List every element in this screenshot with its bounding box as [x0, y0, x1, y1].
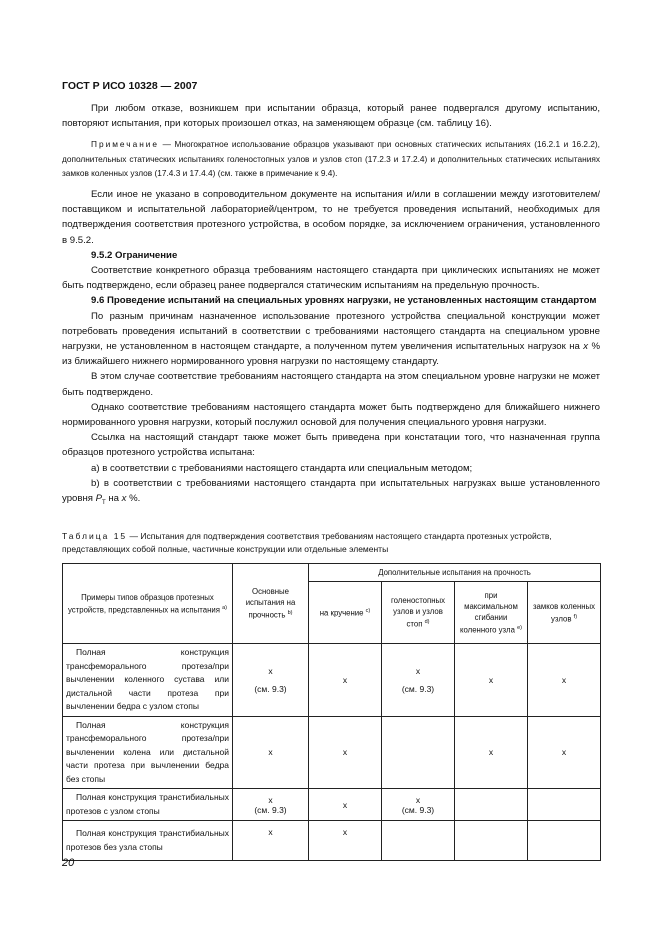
paragraph: Соответствие конкретного образца требованиям настоящего стандарта при циклических испытаниях не может быть подтверждено, если образец ранее подвергался статическим испытаниям на предельную прочность.: [62, 264, 600, 292]
cell: [382, 789, 455, 821]
header-sample-types: [63, 564, 233, 644]
cell: [455, 789, 528, 821]
cell: [455, 821, 528, 861]
cell: x: [309, 644, 382, 717]
header-knee-locks: [528, 582, 601, 644]
cell: [382, 644, 455, 717]
table-15: [62, 563, 601, 861]
paragraph: При любом отказе, возникшем при испытании образца, который ранее подвергался другому испытанию, повторяют испытания, при которых произошел отказ, на заменяющем образце (см. таблицу 16).: [62, 103, 600, 130]
body-text: [62, 101, 600, 511]
row-label: Полная конструкция транстибиальных протезов с узлом стопы: [63, 789, 233, 821]
cell: x: [528, 644, 601, 717]
cell: [382, 716, 455, 789]
paragraph: В этом случае соответствие требованиям настоящего стандарта на этом специальном уровне нагрузки не может быть подтверждено.: [62, 371, 600, 398]
text-span: %.: [126, 492, 141, 504]
row-label: Полная конструкция транстибиальных протезов без узла стопы: [63, 821, 233, 861]
header-text: замков коленных узлов: [532, 601, 596, 624]
paragraph: Если иное не указано в сопроводительном документе на испытания и/или в соглашении между изготовителем/поставщиком и испытательной лабораторией/центром, то не требуется проведения испытаний, необходимых для подтверждения соответствия протезного устройства, в особом порядке, за исключением ограничения, установленного в 9.5.2.: [62, 188, 600, 246]
cell: [528, 789, 601, 821]
cell: x: [233, 716, 309, 789]
variable: x: [121, 492, 127, 504]
cell: [233, 789, 309, 821]
header-max-flexion: [455, 582, 528, 644]
text-span: b) в соответствии с требованиями настоящего стандарта при испытательных нагрузках выше установленного уровня: [62, 477, 600, 504]
footnote-mark: f): [573, 613, 578, 620]
cell: [528, 821, 601, 861]
footnote-mark: d): [424, 619, 430, 626]
paragraph: [62, 309, 600, 370]
paragraph: Однако соответствие требованиям настоящего стандарта может быть подтверждено для ближайшего нижнего нормированного уровня нагрузки, который послужил основой для получения специального уровня нагрузки.: [62, 401, 600, 428]
note: [62, 137, 600, 181]
header-ankle-foot: [382, 582, 455, 644]
list-item-b: [62, 476, 600, 511]
text-span: % из ближайшего нижнего нормированного уровня нагрузки по настоящему стандарту.: [62, 340, 600, 368]
paragraph: Ссылка на настоящий стандарт также может быть приведена при констатации того, что назначенная группа образцов протезного устройства испытана:: [62, 432, 600, 459]
table-row: [63, 821, 601, 861]
note-label: Примечание: [91, 139, 160, 150]
table-row: [63, 716, 601, 789]
cell: x: [233, 821, 309, 861]
caption-label: Таблица 15: [62, 531, 128, 541]
footnote-mark: а): [222, 604, 228, 611]
note-text: — Многократное использование образцов указывают при основных статических испытаниях (16.2.1 и 16.2.2), дополнительных статических испытаниях голеностопных узлов и узлов стоп (17.2.3 и 17.2.4) и дополнительных статических испытаниях замков коленных узлов (17.4.3 и 17.4.4) (см. также в примечание к 9.4).: [62, 139, 600, 179]
header-text: при максимальном сгибании коленного узла: [459, 590, 518, 635]
document-header: ГОСТ Р ИСО 10328 — 2007: [62, 80, 198, 92]
variable: x: [583, 340, 589, 352]
cell-note: (см. 9.3): [254, 804, 287, 815]
table-row: [63, 644, 601, 717]
subscript: T: [102, 499, 106, 506]
header-text: на кручение: [319, 608, 364, 618]
section-heading-96: 9.6 Проведение испытаний на специальных уровнях нагрузки, не установленных настоящим стандартом: [91, 295, 597, 307]
cell: x: [309, 821, 382, 861]
cell: x: [309, 789, 382, 821]
mark: x: [415, 665, 421, 676]
text-span: на: [105, 492, 122, 504]
header-text: Основные испытания на прочность: [245, 587, 296, 620]
cell-note: (см. 9.3): [401, 804, 435, 815]
cell: x: [455, 644, 528, 717]
footnote-mark: e): [517, 624, 522, 631]
cell: x: [455, 716, 528, 789]
text-span: По разным причинам назначенное использование протезного устройства специальной конструкции может потребовать проведения испытаний в соответствии с требованиями настоящего стандарта на специальном уровне нагрузки, не установленном в настоящем стандарте, а полученном путем увеличения испытательных нагрузок на: [62, 310, 600, 352]
section-heading-952: 9.5.2 Ограничение: [91, 249, 178, 261]
page-number: 20: [62, 857, 75, 869]
header-text: Примеры типов образцов протезных устройств, представленных на испытания: [67, 592, 220, 615]
cell-note: (см. 9.3): [401, 683, 435, 694]
list-item-a: a) в соответствии с требованиями настоящего стандарта или специальным методом;: [91, 462, 473, 474]
header-additional-tests: Дополнительные испытания на прочность: [309, 564, 601, 582]
cell: [382, 821, 455, 861]
mark: x: [268, 794, 273, 805]
table-caption: [62, 530, 600, 556]
cell-note: (см. 9.3): [254, 683, 287, 694]
row-label: Полная конструкция трансфеморального протеза/при вычленении колена или дистальной части протеза при вычленении бедра без стопы: [63, 716, 233, 789]
header-basic-tests: [233, 564, 309, 644]
row-label: Полная конструкция трансфеморального протеза/при вычленении коленного сустава или дистальной части протеза при вычленении бедра с узлом стопы: [63, 644, 233, 717]
mark: x: [415, 794, 421, 805]
footnote-mark: b): [287, 610, 293, 617]
header-text: голеностопных узлов и узлов стоп: [390, 596, 446, 629]
caption-text: — Испытания для подтверждения соответствия требованиям настоящего стандарта протезных устройств, представляющих собой полные, частичные конструкции или отдельные элементы: [62, 531, 552, 554]
variable: P: [95, 492, 103, 504]
cell: x: [309, 716, 382, 789]
header-torsion: [309, 582, 382, 644]
cell: [233, 644, 309, 717]
cell: x: [528, 716, 601, 789]
footnote-mark: c): [365, 608, 371, 615]
table-row: [63, 789, 601, 821]
mark: x: [268, 665, 273, 676]
